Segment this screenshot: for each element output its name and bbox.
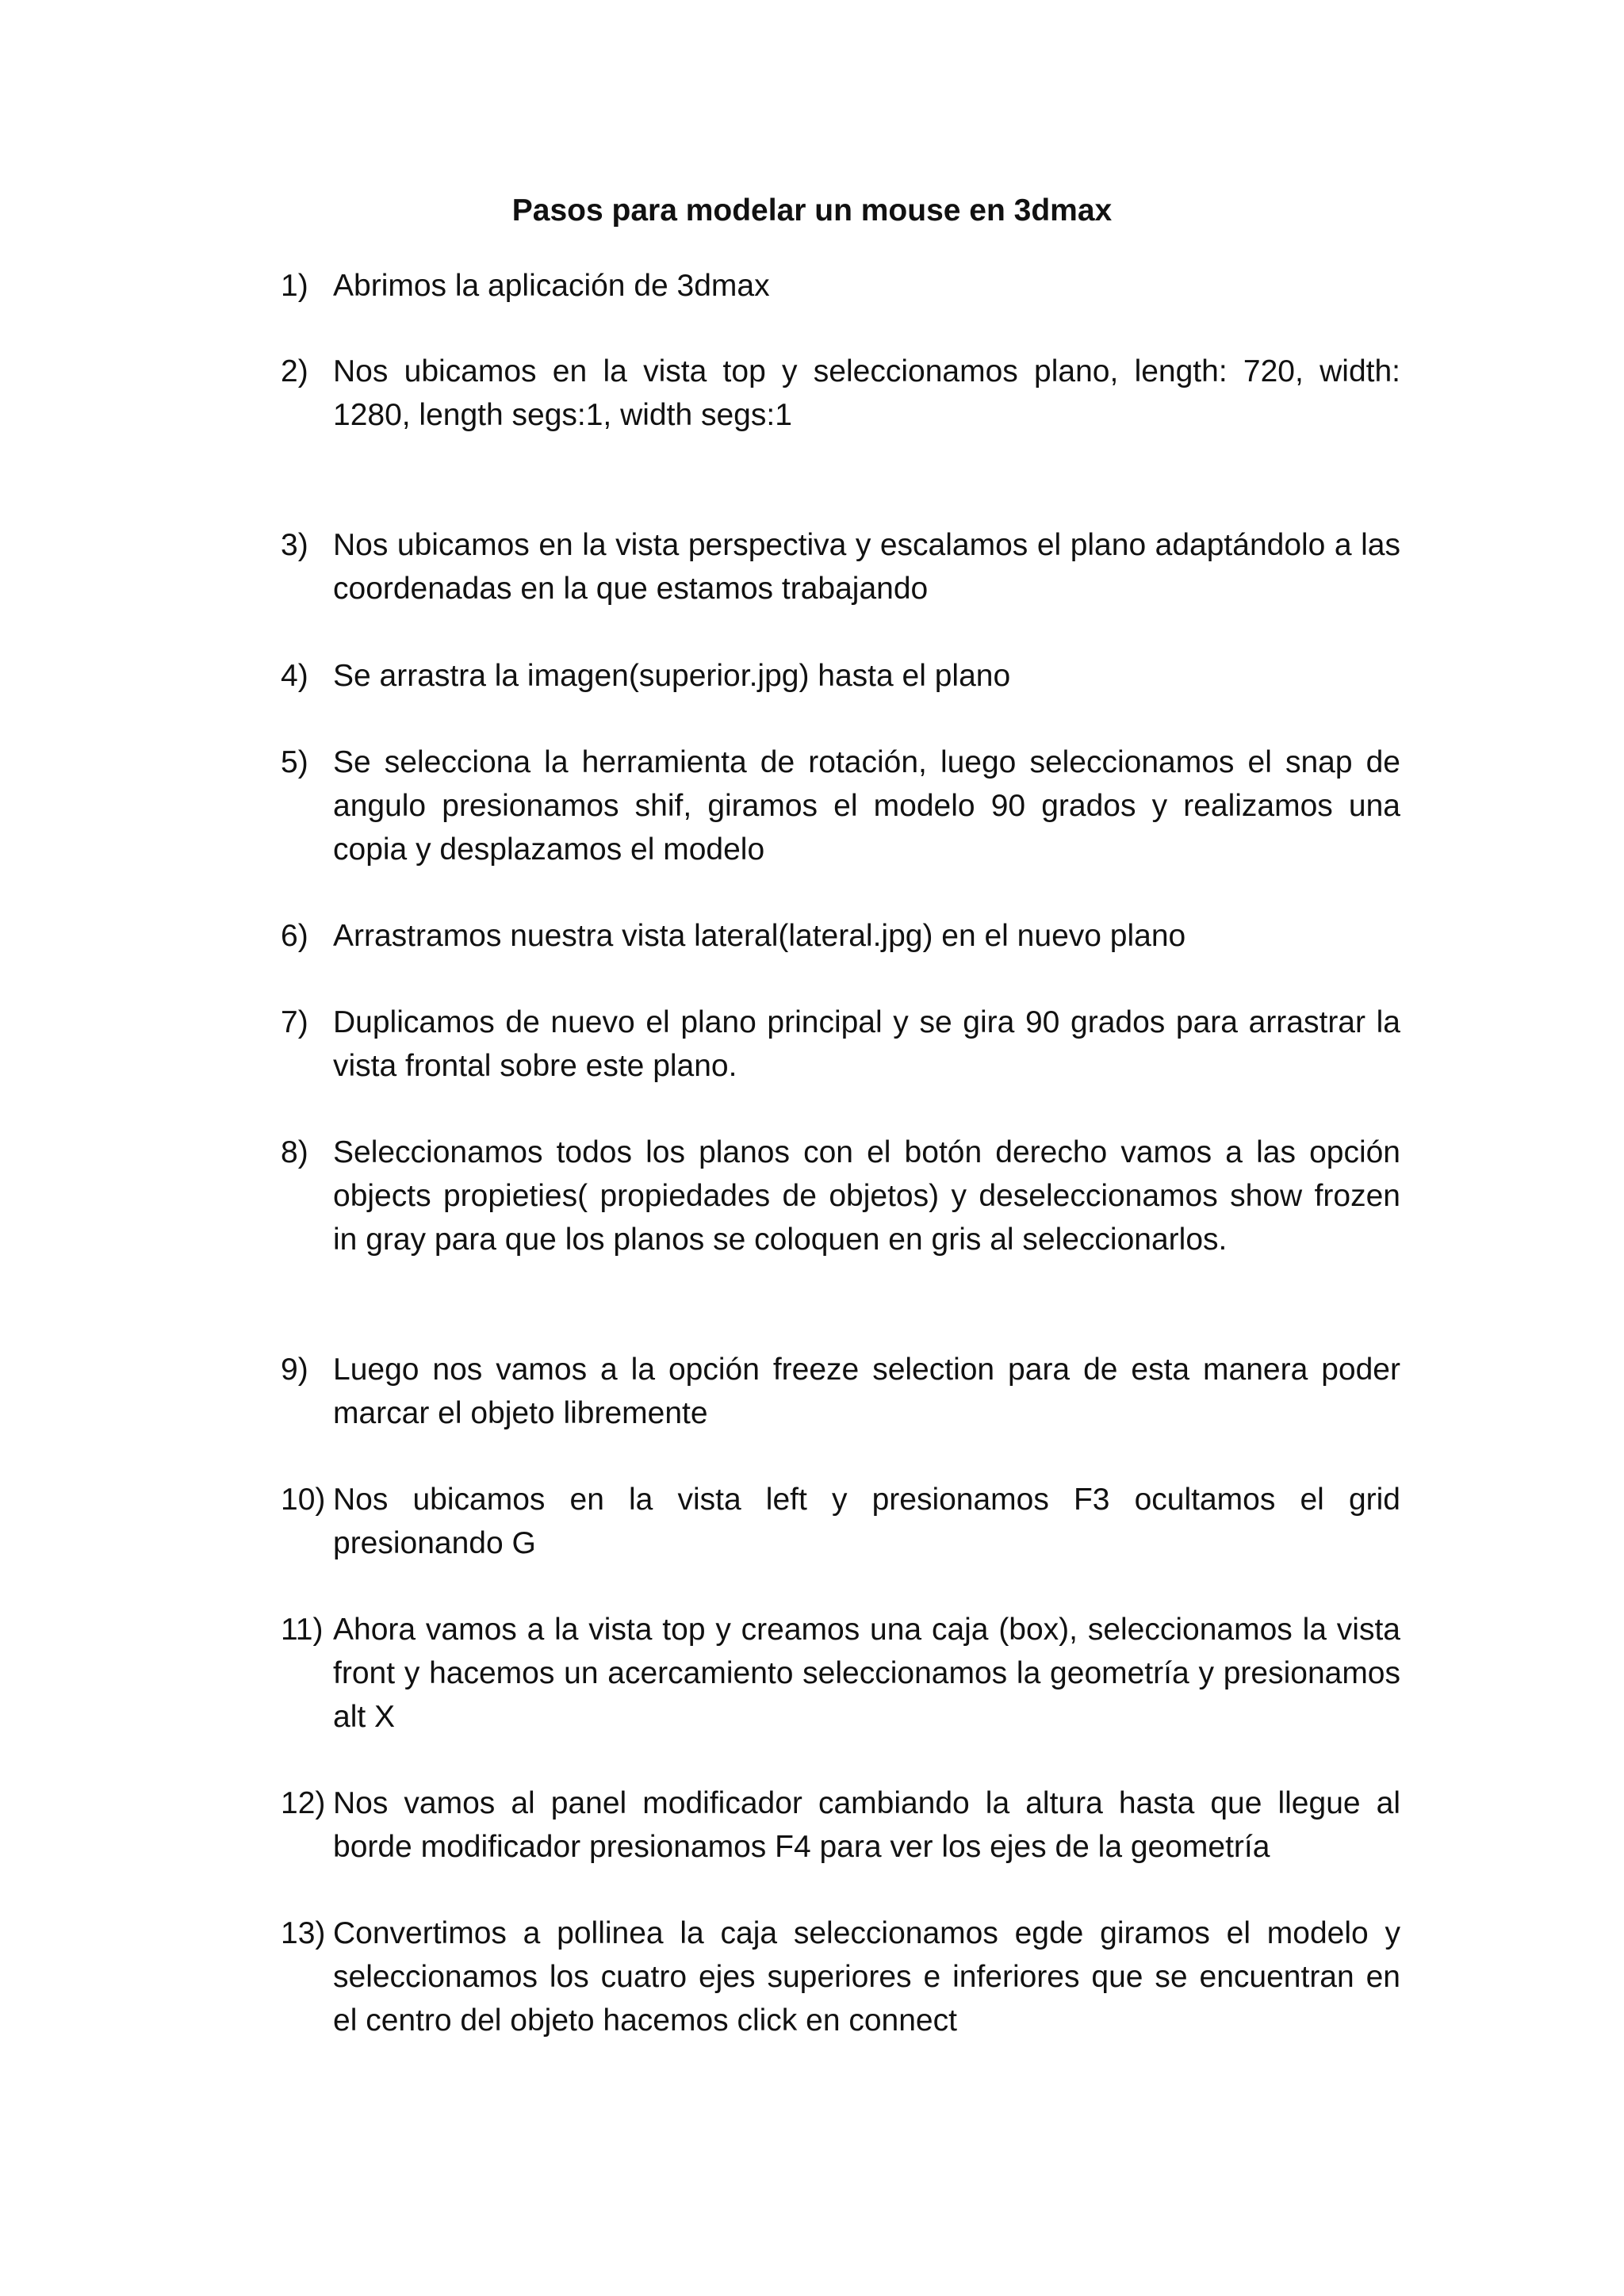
step-3 bbox=[281, 523, 1400, 610]
step-number: 8) bbox=[281, 1135, 308, 1169]
step-text: Nos vamos al panel modificador cambiando la altura hasta que llegue al borde modificador presionamos F4 para ver los ejes de la geometría bbox=[333, 1786, 1400, 1864]
step-number: 12) bbox=[281, 1786, 326, 1820]
step-number: 11) bbox=[281, 1613, 324, 1647]
document-title: Pasos para modelar un mouse en 3dmax bbox=[511, 193, 1113, 228]
step-7 bbox=[281, 1001, 1400, 1088]
step-13 bbox=[281, 1911, 1400, 2042]
step-2 bbox=[281, 350, 1400, 437]
step-number: 10) bbox=[281, 1483, 326, 1517]
step-9 bbox=[281, 1348, 1400, 1435]
step-number: 7) bbox=[281, 1005, 308, 1039]
step-12 bbox=[281, 1781, 1400, 1869]
step-text: Duplicamos de nuevo el plano principal y se gira 90 grados para arrastrar la vista frontal sobre este plano. bbox=[333, 1005, 1400, 1083]
step-10 bbox=[281, 1478, 1400, 1565]
step-number: 13) bbox=[281, 1916, 326, 1950]
step-number: 9) bbox=[281, 1353, 308, 1387]
step-text: Se selecciona la herramienta de rotación, luego seleccionamos el snap de angulo presionamos shif, giramos el modelo 90 grados y realizamos una copia y desplazamos el modelo bbox=[333, 745, 1400, 867]
step-text: Luego nos vamos a la opción freeze selection para de esta manera poder marcar el objeto libremente bbox=[333, 1353, 1400, 1430]
step-11 bbox=[281, 1608, 1400, 1739]
step-number: 1) bbox=[281, 269, 308, 303]
step-text: Ahora vamos a la vista top y creamos una caja (box), seleccionamos la vista front y hacemos un acercamiento seleccionamos la geometría y presionamos alt X bbox=[333, 1613, 1400, 1734]
step-6 bbox=[281, 914, 1400, 958]
step-8 bbox=[281, 1131, 1400, 1261]
step-number: 6) bbox=[281, 919, 308, 953]
step-text: Nos ubicamos en la vista perspectiva y escalamos el plano adaptándolo a las coordenadas en la que estamos trabajando bbox=[333, 528, 1400, 606]
step-text: Convertimos a pollinea la caja seleccionamos egde giramos el modelo y seleccionamos los cuatro ejes superiores e inferiores que se encuentran en el centro del objeto hacemos click en connect bbox=[333, 1916, 1400, 2038]
step-text: Abrimos la aplicación de 3dmax bbox=[333, 269, 770, 303]
step-number: 3) bbox=[281, 528, 308, 562]
step-text: Nos ubicamos en la vista left y presionamos F3 ocultamos el grid presionando G bbox=[333, 1483, 1400, 1560]
step-5 bbox=[281, 740, 1400, 871]
step-1 bbox=[281, 264, 1400, 308]
step-text: Nos ubicamos en la vista top y seleccionamos plano, length: 720, width: 1280, length segs:1, width segs:1 bbox=[333, 354, 1400, 432]
step-text: Se arrastra la imagen(superior.jpg) hasta el plano bbox=[333, 659, 1011, 693]
step-number: 2) bbox=[281, 354, 308, 388]
step-text: Seleccionamos todos los planos con el botón derecho vamos a las opción objects propieties( propiedades de objetos) y deseleccionamos show frozen in gray para que los planos se coloquen en gris al seleccionarlos. bbox=[333, 1135, 1400, 1257]
step-number: 4) bbox=[281, 659, 308, 693]
step-number: 5) bbox=[281, 745, 308, 779]
step-text: Arrastramos nuestra vista lateral(lateral.jpg) en el nuevo plano bbox=[333, 919, 1186, 953]
step-4 bbox=[281, 654, 1400, 698]
